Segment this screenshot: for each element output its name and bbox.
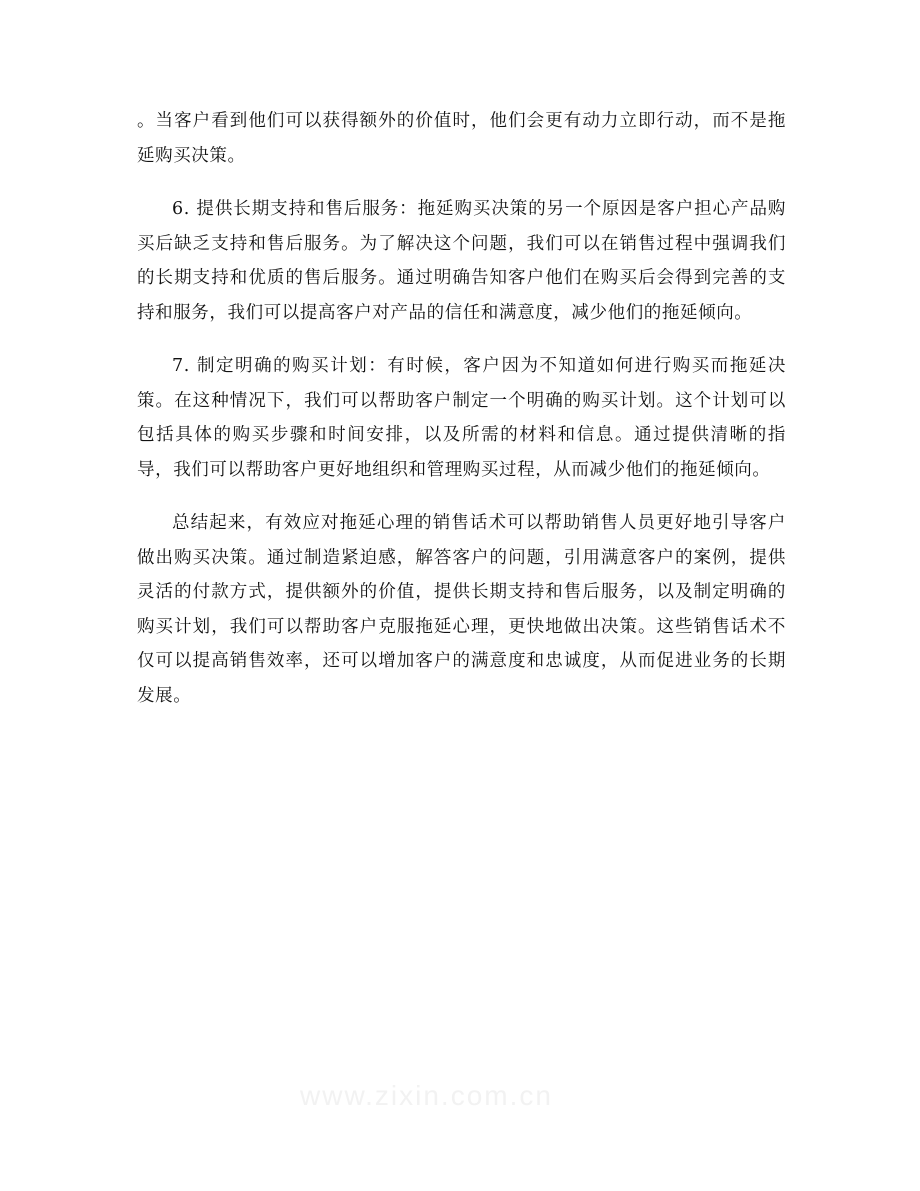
paragraph-item-7: 7. 制定明确的购买计划：有时候，客户因为不知道如何进行购买而拖延决策。在这种情况下，我们可以帮助客户制定一个明确的购买计划。这个计划可以包括具体的购买步骤和时间安排，以及所需的材料和信息。通过提供清晰的指导，我们可以帮助客户更好地组织和管理购买过程，从而减少他们的拖延倾向。 (137, 356, 786, 480)
paragraph-item-6: 6. 提供长期支持和售后服务：拖延购买决策的另一个原因是客户担心产品购买后缺乏支持和售后服务。为了解决这个问题，我们可以在销售过程中强调我们的长期支持和优质的售后服务。通过明确告知客户他们在购买后会得到完善的支持和服务，我们可以提高客户对产品的信任和满意度，减少他们的拖延倾向。 (137, 199, 786, 323)
paragraph-continuation: 。当客户看到他们可以获得额外的价值时，他们会更有动力立即行动，而不是拖延购买决策。 (137, 111, 786, 166)
paragraph-summary: 总结起来，有效应对拖延心理的销售话术可以帮助销售人员更好地引导客户做出购买决策。通过制造紧迫感，解答客户的问题，引用满意客户的案例，提供灵活的付款方式，提供额外的价值，提供长期支持和售后服务，以及制定明确的购买计划，我们可以帮助客户克服拖延心理，更快地做出决策。这些销售话术不仅可以提高销售效率，还可以增加客户的满意度和忠诚度，从而促进业务的长期发展。 (137, 513, 786, 706)
watermark-text: www.zixin.com.cn (300, 1080, 553, 1111)
document-body (137, 104, 786, 732)
